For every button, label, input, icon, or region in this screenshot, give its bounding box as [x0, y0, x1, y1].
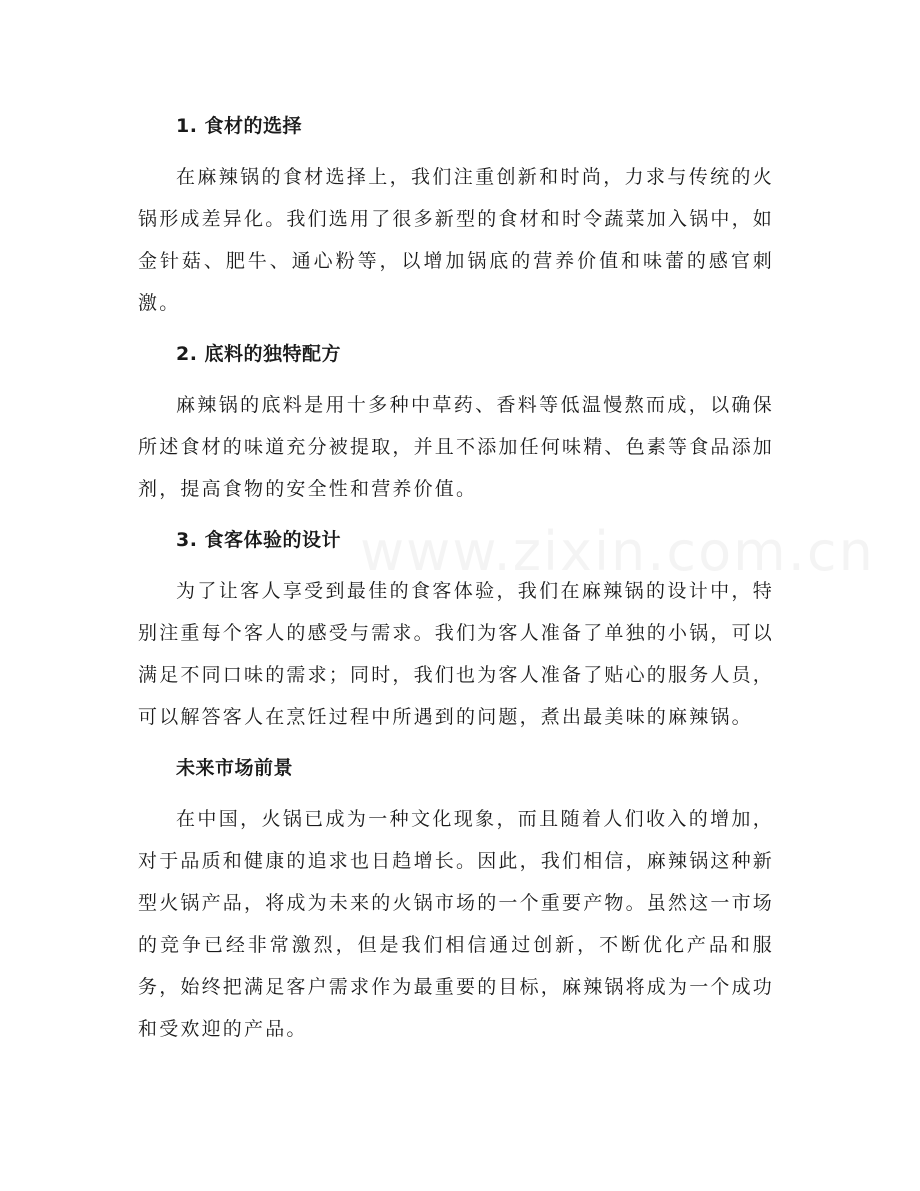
section-paragraph-broth-recipe: 麻辣锅的底料是用十多种中草药、香料等低温慢熬而成，以确保所述食材的味道充分被提取，并且不添加任何味精、色素等食品添加剂，提高食物的安全性和营养价值。: [138, 394, 775, 500]
section-heading-broth-recipe: 2. 底料的独特配方: [176, 343, 342, 365]
section-paragraph-market-outlook: 在中国，火锅已成为一种文化现象，而且随着人们收入的增加，对于品质和健康的追求也日趋增长。因此，我们相信，麻辣锅这种新型火锅产品，将成为未来的火锅市场的一个重要产物。虽然这一市场的竞争已经非常激烈，但是我们相信通过创新，不断优化产品和服务，始终把满足客户需求作为最重要的目标，麻辣锅将成为一个成功和受欢迎的产品。: [138, 808, 775, 1040]
section-paragraph-diner-experience: 为了让客人享受到最佳的食客体验，我们在麻辣锅的设计中，特别注重每个客人的感受与需求。我们为客人准备了单独的小锅，可以满足不同口味的需求；同时，我们也为客人准备了贴心的服务人员，可以解答客人在烹饪过程中所遇到的问题，煮出最美味的麻辣锅。: [138, 580, 775, 728]
section-heading-ingredients: 1. 食材的选择: [176, 115, 303, 137]
section-heading-diner-experience: 3. 食客体验的设计: [176, 529, 342, 551]
section-heading-market-outlook: 未来市场前景: [176, 757, 294, 779]
section-paragraph-ingredients: 在麻辣锅的食材选择上，我们注重创新和时尚，力求与传统的火锅形成差异化。我们选用了很多新型的食材和时令蔬菜加入锅中，如金针菇、肥牛、通心粉等，以增加锅底的营养价值和味蕾的感官刺激。: [138, 166, 775, 314]
document-body: [138, 106, 774, 1060]
